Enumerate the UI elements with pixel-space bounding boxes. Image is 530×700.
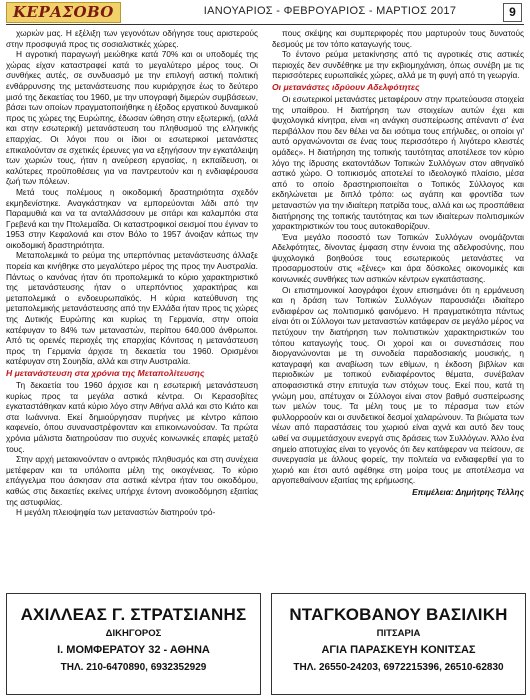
ad-phone: ΤΗΛ. 26550-24203, 6972215396, 26510-62830 xyxy=(293,662,504,673)
ad-business-type: ΠΙΤΣΑΡΙΑ xyxy=(376,628,421,639)
advertisement-pizzeria xyxy=(271,593,526,695)
advertisement-lawyer xyxy=(6,593,261,695)
paragraph: Μετά τους πολέμους η οικοδομική δραστηριότητα σχεδόν εκμηδενίστηκε. Αναγκάστηκαν να εμπορεύονται λάδι από την Παραμυθιά και να τα ανταλλάσσουν με σιτάρι και καλαμπόκι στα Γρεβενά και την Πτολεμαΐδα. Οι καταστροφικοί σεισμοί που έγιναν το 1953 στην Κεφαλονιά και στον Βόλο το 1957 άνοιξαν κάπως την οικοδομική δραστηριότητα. xyxy=(6,186,258,250)
ad-profession: ΔΙΚΗΓΟΡΟΣ xyxy=(105,628,162,639)
ad-phone: ΤΗΛ. 210-6470890, 6932352929 xyxy=(60,662,207,673)
ad-name: ΑΧΙΛΛΕΑΣ Γ. ΣΤΡΑΤΣΙΑΝΗΣ xyxy=(20,605,247,624)
page-header xyxy=(0,0,530,24)
author-signature: Επιμέλεια: Δημήτρης Τέλλης xyxy=(412,486,524,497)
ad-address: Ι. ΜΟΜΦΕΡΑΤΟΥ 32 - ΑΘΗΝΑ xyxy=(57,644,210,656)
paragraph: Μεταπολεμικά το ρεύμα της υπερπόντιας μετανάστευσης άλλαξε πορεία και κινήθηκε στο μεγαλύτερο μέρος της προς την Αυστραλία. Πάντως ο κανόνας ήταν ότι προπολεμικά το κύριο χαρακτηριστικό της μετανάστευσης ήταν ο υπερπόντιος χαρακτήρας και μεταπολεμικά ο ενδοευρωπαϊκός. Η κύρια κατεύθυνση της μεταπολεμικής μετανάστευσης από την Ελλάδα ήταν προς τις χώρες της Δυτικής Ευρώπης και κυρίως τη Γερμανία, στην οποία κατέφυγαν το 84% των μεταναστών, περίπου 640.000 άνθρωποι. Από τις ορεινές περιοχές της επαρχίας Κόνιτσας η μετανάστευση προς τη Γερμανία άρχισε τη δεκαετία του 1960. Ορισμένοι κατέφυγαν στη Σουηδία, αλλά και στην Αυστραλία. xyxy=(6,250,258,367)
paragraph: Το έντονο ρεύμα μετακίνησης από τις αγροτικές στις αστικές περιοχές δεν συνδέθηκε με την εκβιομηχάνιση, όπως συνέβη με τις περισσότερες ευρωπαϊκές χώρες, αλλά με τη φυγή από τη γεωργία. xyxy=(272,49,524,81)
section-heading: Η μετανάστευση στα χρόνια της Μεταπολίτευσης xyxy=(6,368,205,378)
paragraph: Ένα μεγάλο ποσοστό των Τοπικών Συλλόγων ονομάζονται Αδελφότητες, δίνοντας έμφαση στην έννοια της αδελφοσύνης, που ψυχολογικά βοηθούσε τους εσωτερικούς μετανάστες να προσαρμοστούν στις «ξένες» και άρα δύσκολες οικονομικές και κοινωνικές συνθήκες των αστικών κέντρων εγκατάστασης. xyxy=(272,231,524,285)
paragraph: Οι εσωτερικοί μετανάστες μεταφέρουν στην πρωτεύουσα στοιχεία της υπαίθρου. Η διατήρηση των στοιχείων αυτών έχει και ψυχολογικά κίνητρα, είναι «η ανάγκη συσπείρωσης απέναντι σ' ένα περιβάλλον που δεν θέλει να δει ισότιμα τους επήλυδες, οι οποίοι γι' αυτό οργανώνονται σε ένας τους περισσότερο ή λιγότερο κλειστές ομάδες». Η διατήρηση της τοπικής ταυτότητας αποτέλεσε τον κύριο λόγο της ίδρυσης εκατοντάδων Τοπικών Συλλόγων στον αθηναϊκό αστικό χώρο. Ο τοπικισμός αποτελεί το ιδεολογικό πλαίσιο, μέσα από το οποίο δραστηριοποιείται ο Τοπικός Σύλλογος και εκδηλώνεται με διπλό τρόπο: ως αγάπη και φροντίδα των μεταναστών για την ιδιαίτερη πατρίδα τους, αλλά και ως προσπάθεια διατήρησης της τοπικής ταυτότητας και των ιδιαίτερων πολιτισμικών χαρακτηριστικών του τους αυτοκαθορίζουν. xyxy=(272,93,524,232)
newspaper-logo: ΚΕΡΑΣΟΒΟ xyxy=(6,2,121,23)
paragraph: Στην αρχή μετακινούνταν ο αντρικός πληθυσμός και στη συνέχεια μετέφεραν και τα υπόλοιπα μέλη της οικογένειας. Το κύριο επάγγελμα που άσκησαν στα αστικά κέντρα ήταν του οικοδόμου, καθώς στις δεκαετίες εκείνες υπήρχε έντονη ανοικοδόμηση εξαιτίας της αστυφιλίας. xyxy=(6,454,258,507)
paragraph: Η αγροτική παραγωγή μειώθηκε κατά 70% και οι υποδομές της χώρας είχαν καταστραφεί κατά το μεγαλύτερο μέρος τους. Οι συνθήκες αυτές, σε συνδυασμό με την επιλογή αστική πολιτική ενθάρρυνσης της μετανάστευσης που κυριάρχησε έως το δεύτερο μισό της δεκαετίας του 1960, με την υπογραφή διμερών συμβάσεων, βάσει των οποίων πραγματοποιήθηκε η έξοδος εργατικού δυναμικού προς τις χώρες της Ευρώπης, έδωσαν ώθηση στην εξωτερική, (αλλά και στην εσωτερική) μετανάστευση του πληθυσμού της ελληνικής επαρχίας. Οι λόγοι που οι ίδιοι οι εσωτερικοί μετανάστες επικαλούνταν σε σχετικές έρευνες για να εξηγήσουν την εγκατάλειψη των χωριών τους, ήταν η ανεύρεση εργασίας, η εκπαίδευση, οι καλύτερες προϋποθέσεις για να παντρευτούν και η ενδιαφέρουσα ζωή των πόλεων. xyxy=(6,49,258,187)
paragraph: χωριών μας. Η εξέλιξη των γεγονότων οδήγησε τους αριστερούς στην προσφυγιά προς τις σοσιαλιστικές χώρες. xyxy=(6,28,258,49)
page-number: 9 xyxy=(503,3,522,22)
paragraph: Τη δεκαετία του 1960 άρχισε και η εσωτερική μετανάστευση κυρίως προς τα μεγάλα αστικά κέντρα. Οι Κερασοβίτες εγκαταστάθηκαν κατά κύριο λόγο στην Αθήνα αλλά και στο Κιάτο και στα Ιωάννινα. Εκεί δημιούργησαν πυρήνες με κέντρο κάποιο καφενείο, όπου συναναστρέφονταν και επικοινωνούσαν. Τα πρώτα χρόνια μάλιστα διατηρούσαν πιο συχνές κοινωνικές επαφές μεταξύ τους. xyxy=(6,380,258,454)
ad-address: ΑΓΙΑ ΠΑΡΑΣΚΕΥΗ ΚΟΝΙΤΣΑΣ xyxy=(321,644,476,656)
header-divider xyxy=(6,24,524,25)
issue-date: ΙΑΝΟΥΑΡΙΟΣ - ΦΕΒΡΟΥΑΡΙΟΣ - ΜΑΡΤΙΟΣ 2017 xyxy=(203,5,457,17)
section-heading: Οι μετανάστες ιδρύουν Αδελφότητες xyxy=(272,81,420,92)
paragraph: Η μεγάλη πλειοψηφία των μεταναστών διατηρούν τρό- xyxy=(16,507,216,518)
paragraph: Οι επιστημονικοί λαογράφοι έχουν επισημάνει ότι η ερμάνευση και η δράση των Τοπικών Συλλόγων παρουσιάζει ιδιαίτερο ενδιαφέρον ως πολιτισμικό φαινόμενο. Η πραγματικότητα πάντως είναι ότι οι Σύλλογοι των μεταναστών κατάφεραν σε μεγάλο μέρος να πετύχουν την διατήρηση των πολιτιστικών χαρακτηριστικών του τόπου καταγωγής τους. Οι χοροί και οι συνεστιάσεις που διοργανώνονται με τη συνοδεία παραδοσιακής μουσικής, η καταγραφή και αναβίωση των εθίμων, η έκδοση βιβλίων και περιοδικών με τοπικού ενδιαφέροντος θέματα, συνέβαλαν αποφασιστικά στην επιτυχία των στόχων τους. Εκεί που, κατά τη γνώμη μου, απέτυχαν οι Σύλλογοι είναι στον βαθμό συσπείρωσης των μελών τους. Τα μέλη τους με το πέρασμα των ετών φυλλορροούν και οι συνδετικοί δεσμοί χαλαρώνουν. Τα βιώματα των νέων από παραστάσεις του χωριού είναι αχνά και αυτό δεν τους ωθεί να συμμετάσχουν ενεργά στις δράσεις των Συλλόγων. Άλλο ένα σημείο αποτυχίας είναι το γεγονός ότι δεν κατάφεραν να πείσουν, σε συνεργασία με άλλους φορείς, την πολιτεία να ενδιαφερθεί για το χωριό και έτσι αυτό αφέθηκε στη μοίρα τους με αποτέλεσμα να αργοπεθαίνουν εξαιτίας της ερήμωσης. xyxy=(272,284,524,486)
right-column xyxy=(272,28,524,588)
ad-name: ΝΤΑΓΚΟΒΑΝΟΥ ΒΑΣΙΛΙΚΗ xyxy=(289,605,508,624)
paragraph: πους σκέψης και συμπεριφορές που μαρτυρούν τους δυνατούς δεσμούς με τον τόπο καταγωγής τους. xyxy=(272,28,524,49)
left-column xyxy=(6,28,258,588)
